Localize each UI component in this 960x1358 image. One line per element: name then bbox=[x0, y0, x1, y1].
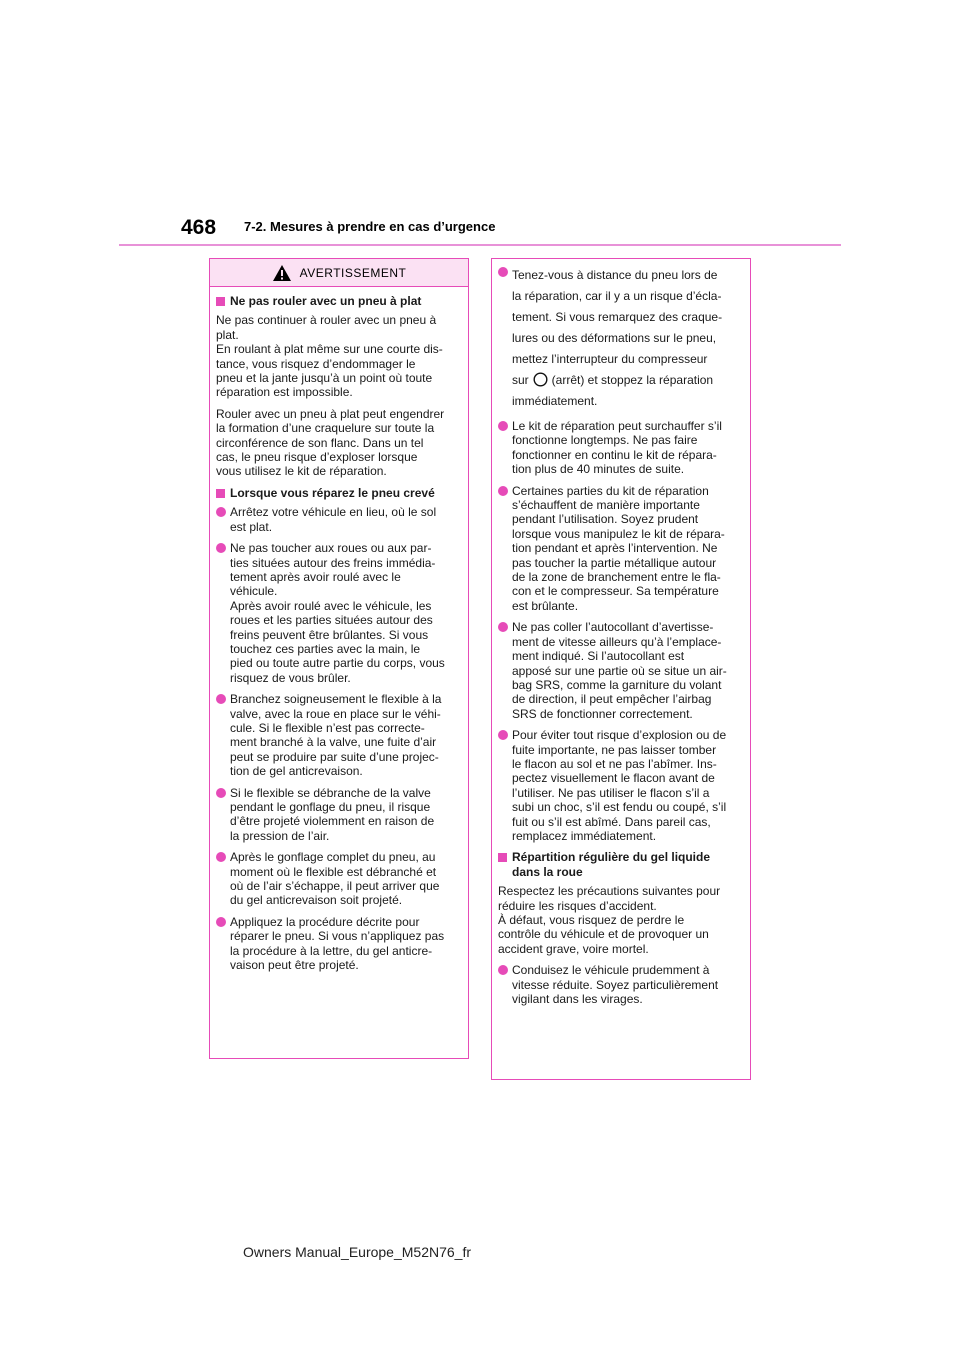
bullet-text: Arrêtez votre véhicule en lieu, où le sol est plat. bbox=[230, 505, 437, 534]
paragraph: Respectez les précautions suivantes pour réduire les risques d’accident. À défaut, vous risquez de perdre le contrôle du véhicule et de provoquer un accident grave, voire mortel. bbox=[498, 884, 721, 956]
warning-header bbox=[210, 259, 468, 287]
bullet-text: Appliquez la procédure décrite pour réparer le pneu. Si vous n’appliquez pas la procédure à la lettre, du gel anticre- vaison peut être projeté. bbox=[230, 914, 445, 973]
section-heading bbox=[216, 294, 462, 308]
heading-text: Répartition régulière du gel liquide dans la roue bbox=[512, 850, 711, 879]
bullet-text: Après le gonflage complet du pneu, au moment où le flexible est débranché et où de l’air s’échappe, il peut arriver que du gel anticrevaison soit projeté. bbox=[230, 850, 440, 908]
warning-title: AVERTISSEMENT bbox=[299, 265, 407, 280]
round-bullet-icon bbox=[216, 788, 226, 798]
round-bullet-icon bbox=[498, 965, 508, 975]
section-heading bbox=[498, 850, 744, 879]
bullet-text: Ne pas coller l’autocollant d’avertisse- ment de vitesse ailleurs qu’à l’emplace- ment indiqué. Si l’autocollant est apposé sur une partie où se situe un air- bag SRS, comme la garniture du volant de direction, il peut empêcher l’airbag SRS de fonctionner correctement. bbox=[512, 620, 727, 721]
bullet-item bbox=[216, 692, 462, 778]
bullet-text: Branchez soigneusement le flexible à la valve, avec la roue en place sur le véhi- cule. Si le flexible n’est pas correcte- ment branché à la valve, une fuite d’air peut se produire par suite d’une projec- tion de gel anticrevaison. bbox=[230, 692, 442, 779]
bullet-text: Conduisez le véhicule prudemment à vitesse réduite. Soyez particulièrement vigilant dans les virages. bbox=[512, 963, 719, 1007]
power-off-icon bbox=[533, 372, 548, 387]
bullet-item bbox=[216, 915, 462, 973]
heading-text: Ne pas rouler avec un pneu à plat bbox=[230, 294, 422, 308]
bullet-item bbox=[498, 419, 744, 477]
round-bullet-icon bbox=[216, 694, 226, 704]
bullet-text-start: Tenez-vous à distance du pneu lors de la réparation, car il y a un risque d’écla- tement. Si vous remarquez des craque- lures ou des déformations sur le pneu, mettez l’interrupteur du compresseur sur bbox=[512, 268, 723, 387]
paragraph: Rouler avec un pneu à plat peut engendrer la formation d’une craquelure sur toute la circonférence de son flanc. Dans un tel cas, le pneu risque d’exploser lorsque vous utilisez le kit de réparation. bbox=[216, 406, 445, 479]
bullet-text: Certaines parties du kit de réparation s’échauffent de manière importante pendant l’utilisation. Soyez prudent lorsque vous manipulez le kit de répara- tion pendant et après l’intervention. Ne pas toucher la partie métallique autour de la zone de branchement entre le fla- con et le compresseur. Sa température est brûlante. bbox=[512, 483, 725, 613]
bullet-item bbox=[216, 505, 462, 534]
page-number: 468 bbox=[181, 216, 217, 239]
round-bullet-icon bbox=[498, 622, 508, 632]
bullet-item bbox=[216, 786, 462, 844]
bullet-text: Ne pas toucher aux roues ou aux par- ties situées autour des freins immédia- tement après avoir roulé avec le véhicule. Après avoir roulé avec le véhicule, les roues et les parties situées autour des freins peuvent être brûlantes. Si vous touchez ces parties avec la main, le pied ou toute autre partie du corps, vous risquez de vous brûler. bbox=[230, 541, 445, 685]
square-bullet-icon bbox=[216, 297, 225, 306]
bullet-item bbox=[498, 484, 744, 614]
round-bullet-icon bbox=[498, 730, 508, 740]
paragraph: Ne pas continuer à rouler avec un pneu à plat. En roulant à plat même sur une courte dis- tance, vous risquez d’endommager le pneu et la jante jusqu’à un point où toute réparation est impossible. bbox=[216, 313, 443, 400]
round-bullet-icon bbox=[216, 917, 226, 927]
heading-text: Lorsque vous réparez le pneu crevé bbox=[230, 485, 435, 500]
warning-box-left bbox=[209, 258, 469, 1059]
bullet-text bbox=[512, 265, 722, 412]
footer-text: Owners Manual_Europe_M52N76_fr bbox=[243, 1244, 472, 1260]
round-bullet-icon bbox=[498, 486, 508, 496]
section-heading bbox=[216, 486, 462, 500]
round-bullet-icon bbox=[216, 507, 226, 517]
square-bullet-icon bbox=[498, 853, 507, 862]
header-rule bbox=[119, 244, 841, 246]
bullet-item bbox=[216, 541, 462, 685]
round-bullet-icon bbox=[216, 852, 226, 862]
round-bullet-icon bbox=[498, 421, 508, 431]
warning-triangle-icon bbox=[272, 264, 292, 282]
bullet-item bbox=[498, 963, 744, 1006]
bullet-text: Pour éviter tout risque d’explosion ou de fuite importante, ne pas laisser tomber le flacon au sol et ne pas l’abîmer. Ins- pectez visuellement le flacon avant de l’utiliser. Ne pas utiliser le flacon s’il a subi un choc, s’il est fendu ou coupé, s’il fuit ou s’il est abîmé. Dans pareil cas, remplacez immédiatement. bbox=[512, 728, 727, 843]
bullet-item bbox=[216, 850, 462, 908]
bullet-text: Si le flexible se débranche de la valve pendant le gonflage du pneu, il risque d’être projeté violemment en raison de la pression de l’air. bbox=[230, 785, 435, 843]
round-bullet-icon bbox=[216, 543, 226, 553]
round-bullet-icon bbox=[498, 267, 508, 277]
bullet-text-end: (arrêt) et stoppez la réparation immédiatement. bbox=[512, 373, 714, 408]
bullet-item bbox=[498, 265, 744, 412]
section-title: 7-2. Mesures à prendre en cas d’urgence bbox=[244, 219, 496, 234]
bullet-item bbox=[498, 728, 744, 843]
bullet-text: Le kit de réparation peut surchauffer s’il fonctionne longtemps. Ne pas faire fonctionner en continu le kit de répara- tion plus de 40 minutes de suite. bbox=[512, 419, 722, 477]
square-bullet-icon bbox=[216, 489, 225, 498]
bullet-item bbox=[498, 620, 744, 721]
warning-box-right bbox=[491, 258, 751, 1080]
